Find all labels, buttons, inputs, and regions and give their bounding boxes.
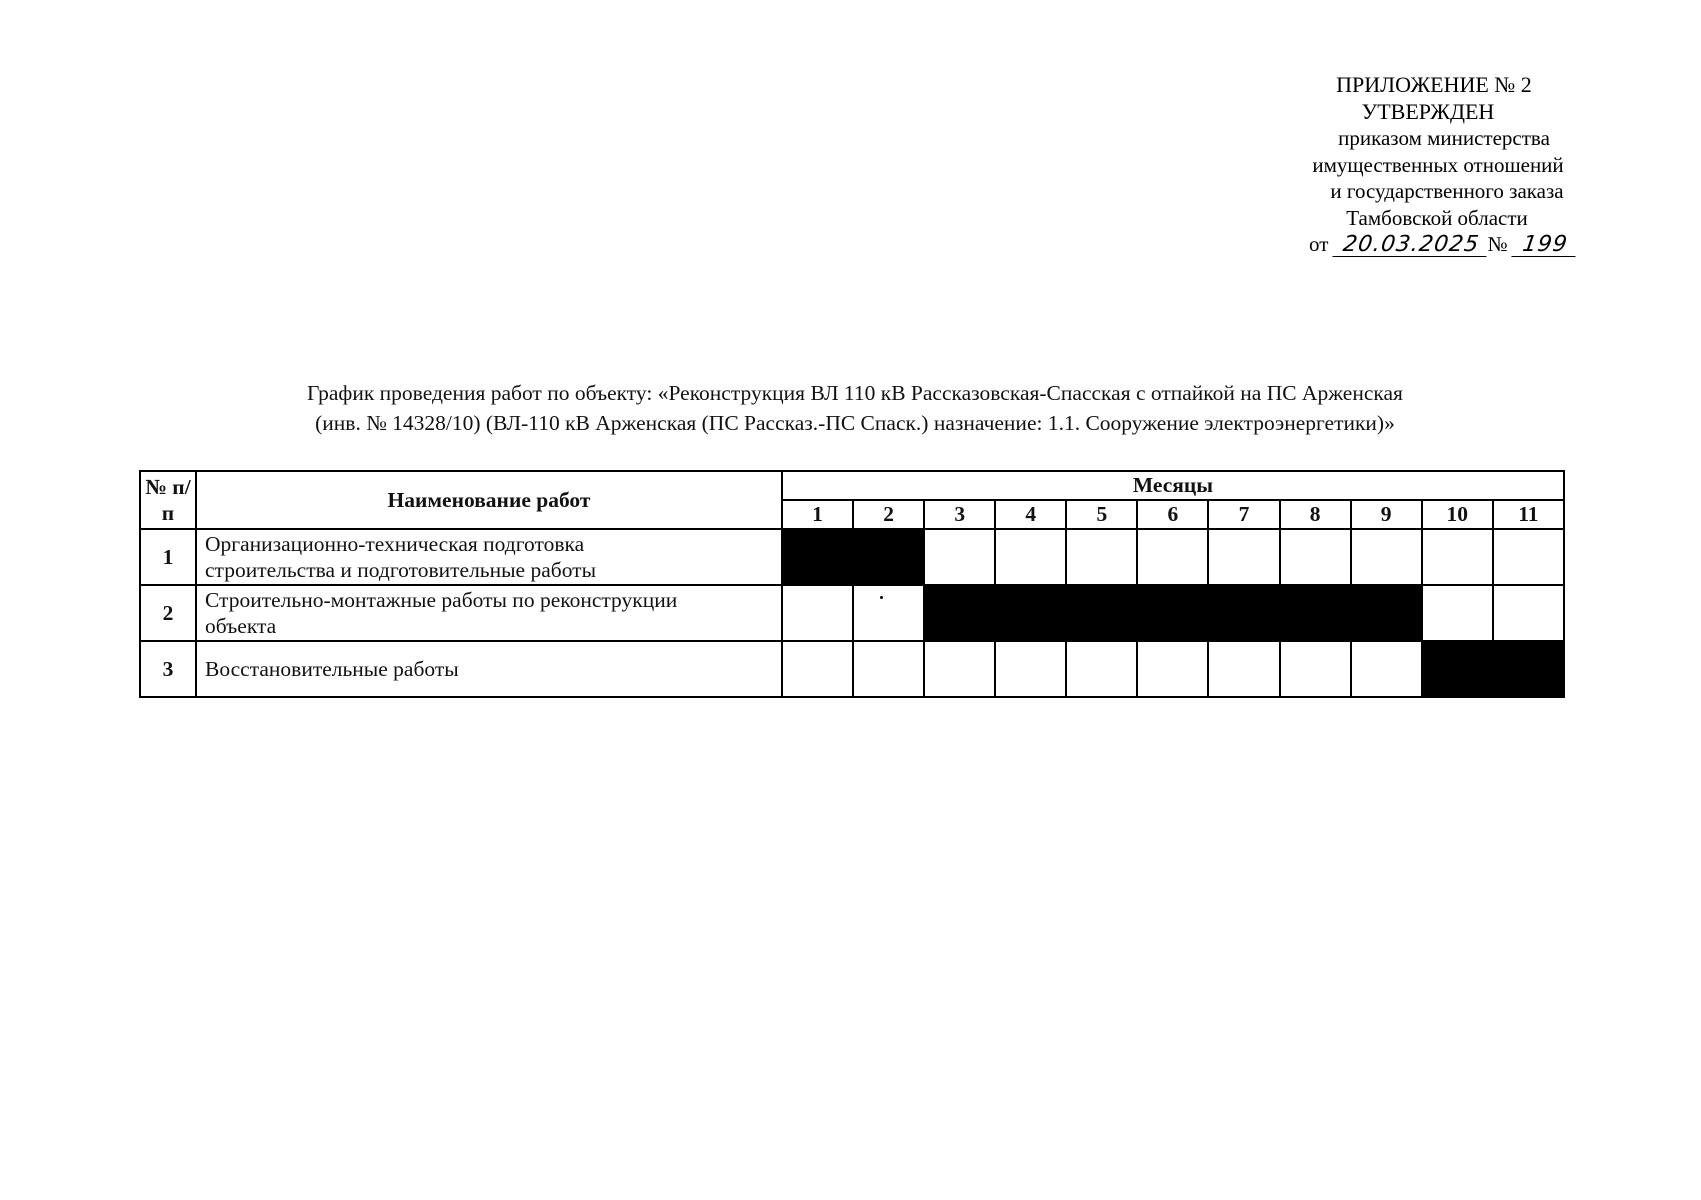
gantt-empty-cell: [1351, 529, 1422, 585]
schedule-table: [139, 470, 1565, 698]
gantt-bar-cell: [1208, 585, 1279, 641]
gantt-empty-cell: [853, 585, 924, 641]
month-header-3: 3: [924, 500, 995, 529]
gantt-empty-cell: [1351, 641, 1422, 697]
gantt-bar-cell: [1493, 641, 1564, 697]
month-header-4: 4: [995, 500, 1066, 529]
gantt-empty-cell: [1208, 529, 1279, 585]
month-header-9: 9: [1351, 500, 1422, 529]
work-name: [196, 529, 782, 585]
handwritten-number: 199: [1511, 234, 1578, 257]
month-header-11: 11: [1493, 500, 1564, 529]
month-header-8: 8: [1280, 500, 1351, 529]
approval-text-line: приказом министерства: [1338, 126, 1550, 150]
table-row: [140, 529, 1564, 585]
gantt-empty-cell: [924, 529, 995, 585]
gantt-bar-cell: [1066, 585, 1137, 641]
gantt-empty-cell: [1137, 529, 1208, 585]
gantt-empty-cell: [1280, 641, 1351, 697]
handwritten-date: 20.03.2025: [1332, 234, 1489, 257]
month-header-2: 2: [853, 500, 924, 529]
month-header-7: 7: [1208, 500, 1279, 529]
gantt-bar-cell: [1280, 585, 1351, 641]
gantt-empty-cell: [995, 641, 1066, 697]
header-number: № п/п: [140, 471, 196, 529]
document-title: [140, 378, 1570, 438]
title-line: График проведения работ по объекту: «Реконструкция ВЛ 110 кВ Рассказовская-Спасская с отпайкой на ПС Арженская: [307, 381, 1403, 405]
gantt-empty-cell: [1066, 529, 1137, 585]
gantt-empty-cell: [1066, 641, 1137, 697]
approval-text-line: имущественных отношений: [1312, 152, 1564, 177]
work-name: [196, 585, 782, 641]
gantt-empty-cell: [1493, 585, 1564, 641]
gantt-empty-cell: [782, 641, 853, 697]
month-header-5: 5: [1066, 500, 1137, 529]
schedule-body: [140, 529, 1564, 697]
month-header-10: 10: [1422, 500, 1493, 529]
gantt-bar-cell: [1422, 641, 1493, 697]
from-label: от: [1309, 232, 1329, 256]
gantt-bar-cell: [853, 529, 924, 585]
month-header-6: 6: [1137, 500, 1208, 529]
work-name-line: строительства и подготовительные работы: [205, 558, 597, 582]
order-reference: [1246, 231, 1640, 258]
row-number: 3: [140, 641, 196, 697]
gantt-empty-cell: [782, 585, 853, 641]
number-label: №: [1487, 232, 1508, 256]
gantt-bar-cell: [995, 585, 1066, 641]
header-months: Месяцы: [782, 471, 1564, 500]
work-name-line: объекта: [205, 614, 277, 638]
title-line: (инв. № 14328/10) (ВЛ-110 кВ Арженская (ПС Рассказ.-ПС Спаск.) назначение: 1.1. Сооружение электроэнергетики)»: [315, 411, 1395, 435]
gantt-empty-cell: [1280, 529, 1351, 585]
gantt-empty-cell: [1208, 641, 1279, 697]
gantt-bar-cell: [1351, 585, 1422, 641]
scan-speck: [880, 596, 883, 599]
gantt-bar-cell: [782, 529, 853, 585]
table-row: [140, 585, 1564, 641]
header-name: Наименование работ: [196, 471, 782, 529]
appendix-heading: ПРИЛОЖЕНИЕ № 2: [1336, 72, 1532, 97]
approval-text-line: и государственного заказа: [1330, 179, 1564, 203]
work-name-line: Восстановительные работы: [205, 657, 459, 681]
gantt-empty-cell: [1422, 585, 1493, 641]
gantt-bar-cell: [924, 585, 995, 641]
work-name-line: Организационно-техническая подготовка: [205, 532, 585, 556]
work-name-line: Строительно-монтажные работы по реконструкции: [205, 588, 678, 612]
gantt-empty-cell: [924, 641, 995, 697]
month-header-1: 1: [782, 500, 853, 529]
gantt-empty-cell: [1493, 529, 1564, 585]
row-number: 1: [140, 529, 196, 585]
approval-stamp: [1240, 72, 1640, 258]
gantt-empty-cell: [1422, 529, 1493, 585]
gantt-empty-cell: [1137, 641, 1208, 697]
gantt-empty-cell: [853, 641, 924, 697]
work-name: [196, 641, 782, 697]
table-row: [140, 641, 1564, 697]
approval-text-line: Тамбовской области: [1346, 205, 1528, 230]
row-number: 2: [140, 585, 196, 641]
gantt-bar-cell: [1137, 585, 1208, 641]
approved-heading: УТВЕРЖДЕН: [1361, 98, 1495, 124]
gantt-empty-cell: [995, 529, 1066, 585]
